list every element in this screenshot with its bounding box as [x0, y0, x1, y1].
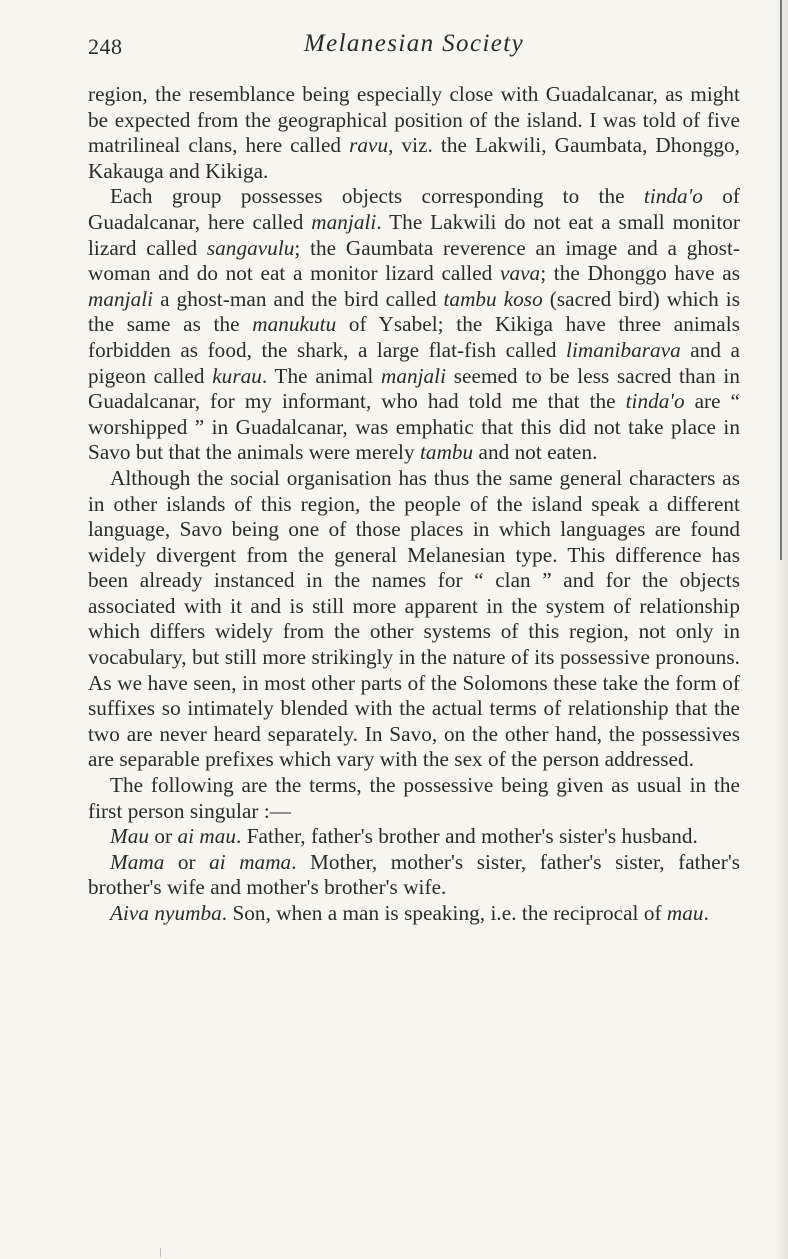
text-run: are “ worshipped ” in Guadalcanar, was emphatic that this did not take place in Savo but that the animals were merely [88, 389, 740, 465]
text-run: ; the Dhonggo have as [540, 261, 740, 286]
text-run: The following are the terms, the possessive being given as usual in the first person singular :— [88, 773, 740, 823]
text-run: ; the Gaumbata reverence an image and a ghost-woman and do not eat a monitor lizard called [88, 235, 740, 286]
term-entry-mau [88, 824, 740, 850]
text-run: region, the resemblance being especially close with Guadalcanar, as might be expected from the geographical position of the island. I was told of five matrilineal clans, here called [88, 82, 740, 158]
italic-term: kurau [212, 363, 262, 388]
paragraph-manjali [88, 184, 740, 466]
page-edge-shadow [776, 0, 788, 1259]
term-entry-aiva-nyumba [88, 901, 740, 927]
text-run: of Guadalcanar, here called [88, 184, 740, 234]
page-header [88, 30, 740, 66]
text-run: . The Lakwili do not eat a small monitor lizard called [88, 209, 741, 260]
italic-term: manjali [88, 286, 154, 311]
text-run: . Father, father's brother and mother's sister's husband. [236, 824, 698, 849]
italic-term: mau [666, 901, 704, 925]
text-run: of Ysabel; the Kikiga have three animals forbidden as food, the shark, a large flat-fish called [88, 312, 740, 362]
paragraph-language [88, 466, 740, 773]
text-run: . Son, when a man is speaking, i.e. the reciprocal of [221, 901, 667, 925]
italic-term: vava [500, 261, 541, 286]
page-edge-line [780, 0, 782, 560]
text-run: or [149, 824, 178, 849]
italic-term: tambu koso [443, 286, 543, 311]
italic-term: Mau [110, 824, 149, 849]
text-run: and not eaten. [473, 440, 598, 465]
italic-term: tinda'o [643, 184, 703, 209]
text-run: or [164, 849, 210, 874]
italic-term: Mama [110, 849, 165, 874]
italic-term: manjali [380, 363, 447, 388]
text-run: seemed to be less sacred than in Guadalcanar, for my informant, who had told me that the [88, 363, 740, 414]
text-run: . Mother, mother's sister, father's sister, father's brother's wife and mother's brother's wife. [88, 849, 740, 900]
italic-term: ravu [349, 133, 389, 158]
book-page [88, 30, 740, 927]
italic-term: ai mama [209, 849, 292, 874]
italic-term: tinda'o [625, 389, 685, 414]
text-run: Each group possesses objects corresponding to the [110, 184, 644, 209]
text-run: Although the social organisation has thus the same general characters as in other islands of this region, the people of the island speak a different language, Savo being one of those places in which languages are found widely divergent from the general Melanesian type. This difference has been already instanced in the names for “ clan ” and for the objects associated with it and is still more apparent in the system of relationship which differs widely from the other systems of this region, not only in vocabulary, but still more strikingly in the nature of its possessive pronouns. As we have seen, in most other parts of the Solomons these take the form of suffixes so intimately blended with the actual terms of relationship that the two are never heard separately. In Savo, on the other hand, the possessives are separable prefixes which vary with the sex of the person addressed. [88, 465, 740, 772]
text-run: and a pigeon called [88, 337, 741, 388]
running-title: Melanesian Society [303, 30, 525, 57]
paragraph-terms-intro [88, 773, 740, 824]
body-text [88, 82, 740, 927]
italic-term: manukutu [252, 312, 337, 337]
page-number: 248 [88, 34, 123, 59]
text-run: . [703, 901, 709, 925]
text-run: . The animal [261, 363, 381, 388]
italic-term: Aiva nyumba [110, 901, 222, 925]
italic-term: ai mau [177, 824, 237, 849]
term-entry-mama [88, 850, 740, 901]
paragraph-clans [88, 82, 740, 184]
italic-term: manjali [311, 209, 377, 234]
page-bottom-mark [160, 1248, 161, 1257]
italic-term: sangavulu [206, 235, 295, 260]
text-run: (sacred bird) which is the same as the [88, 286, 740, 337]
text-run: , viz. the Lakwili, Gaumbata, Dhonggo, Kakauga and Kikiga. [88, 133, 740, 183]
italic-term: limanibarava [566, 337, 681, 362]
italic-term: tambu [419, 440, 474, 465]
text-run: a ghost-man and the bird called [153, 286, 444, 311]
